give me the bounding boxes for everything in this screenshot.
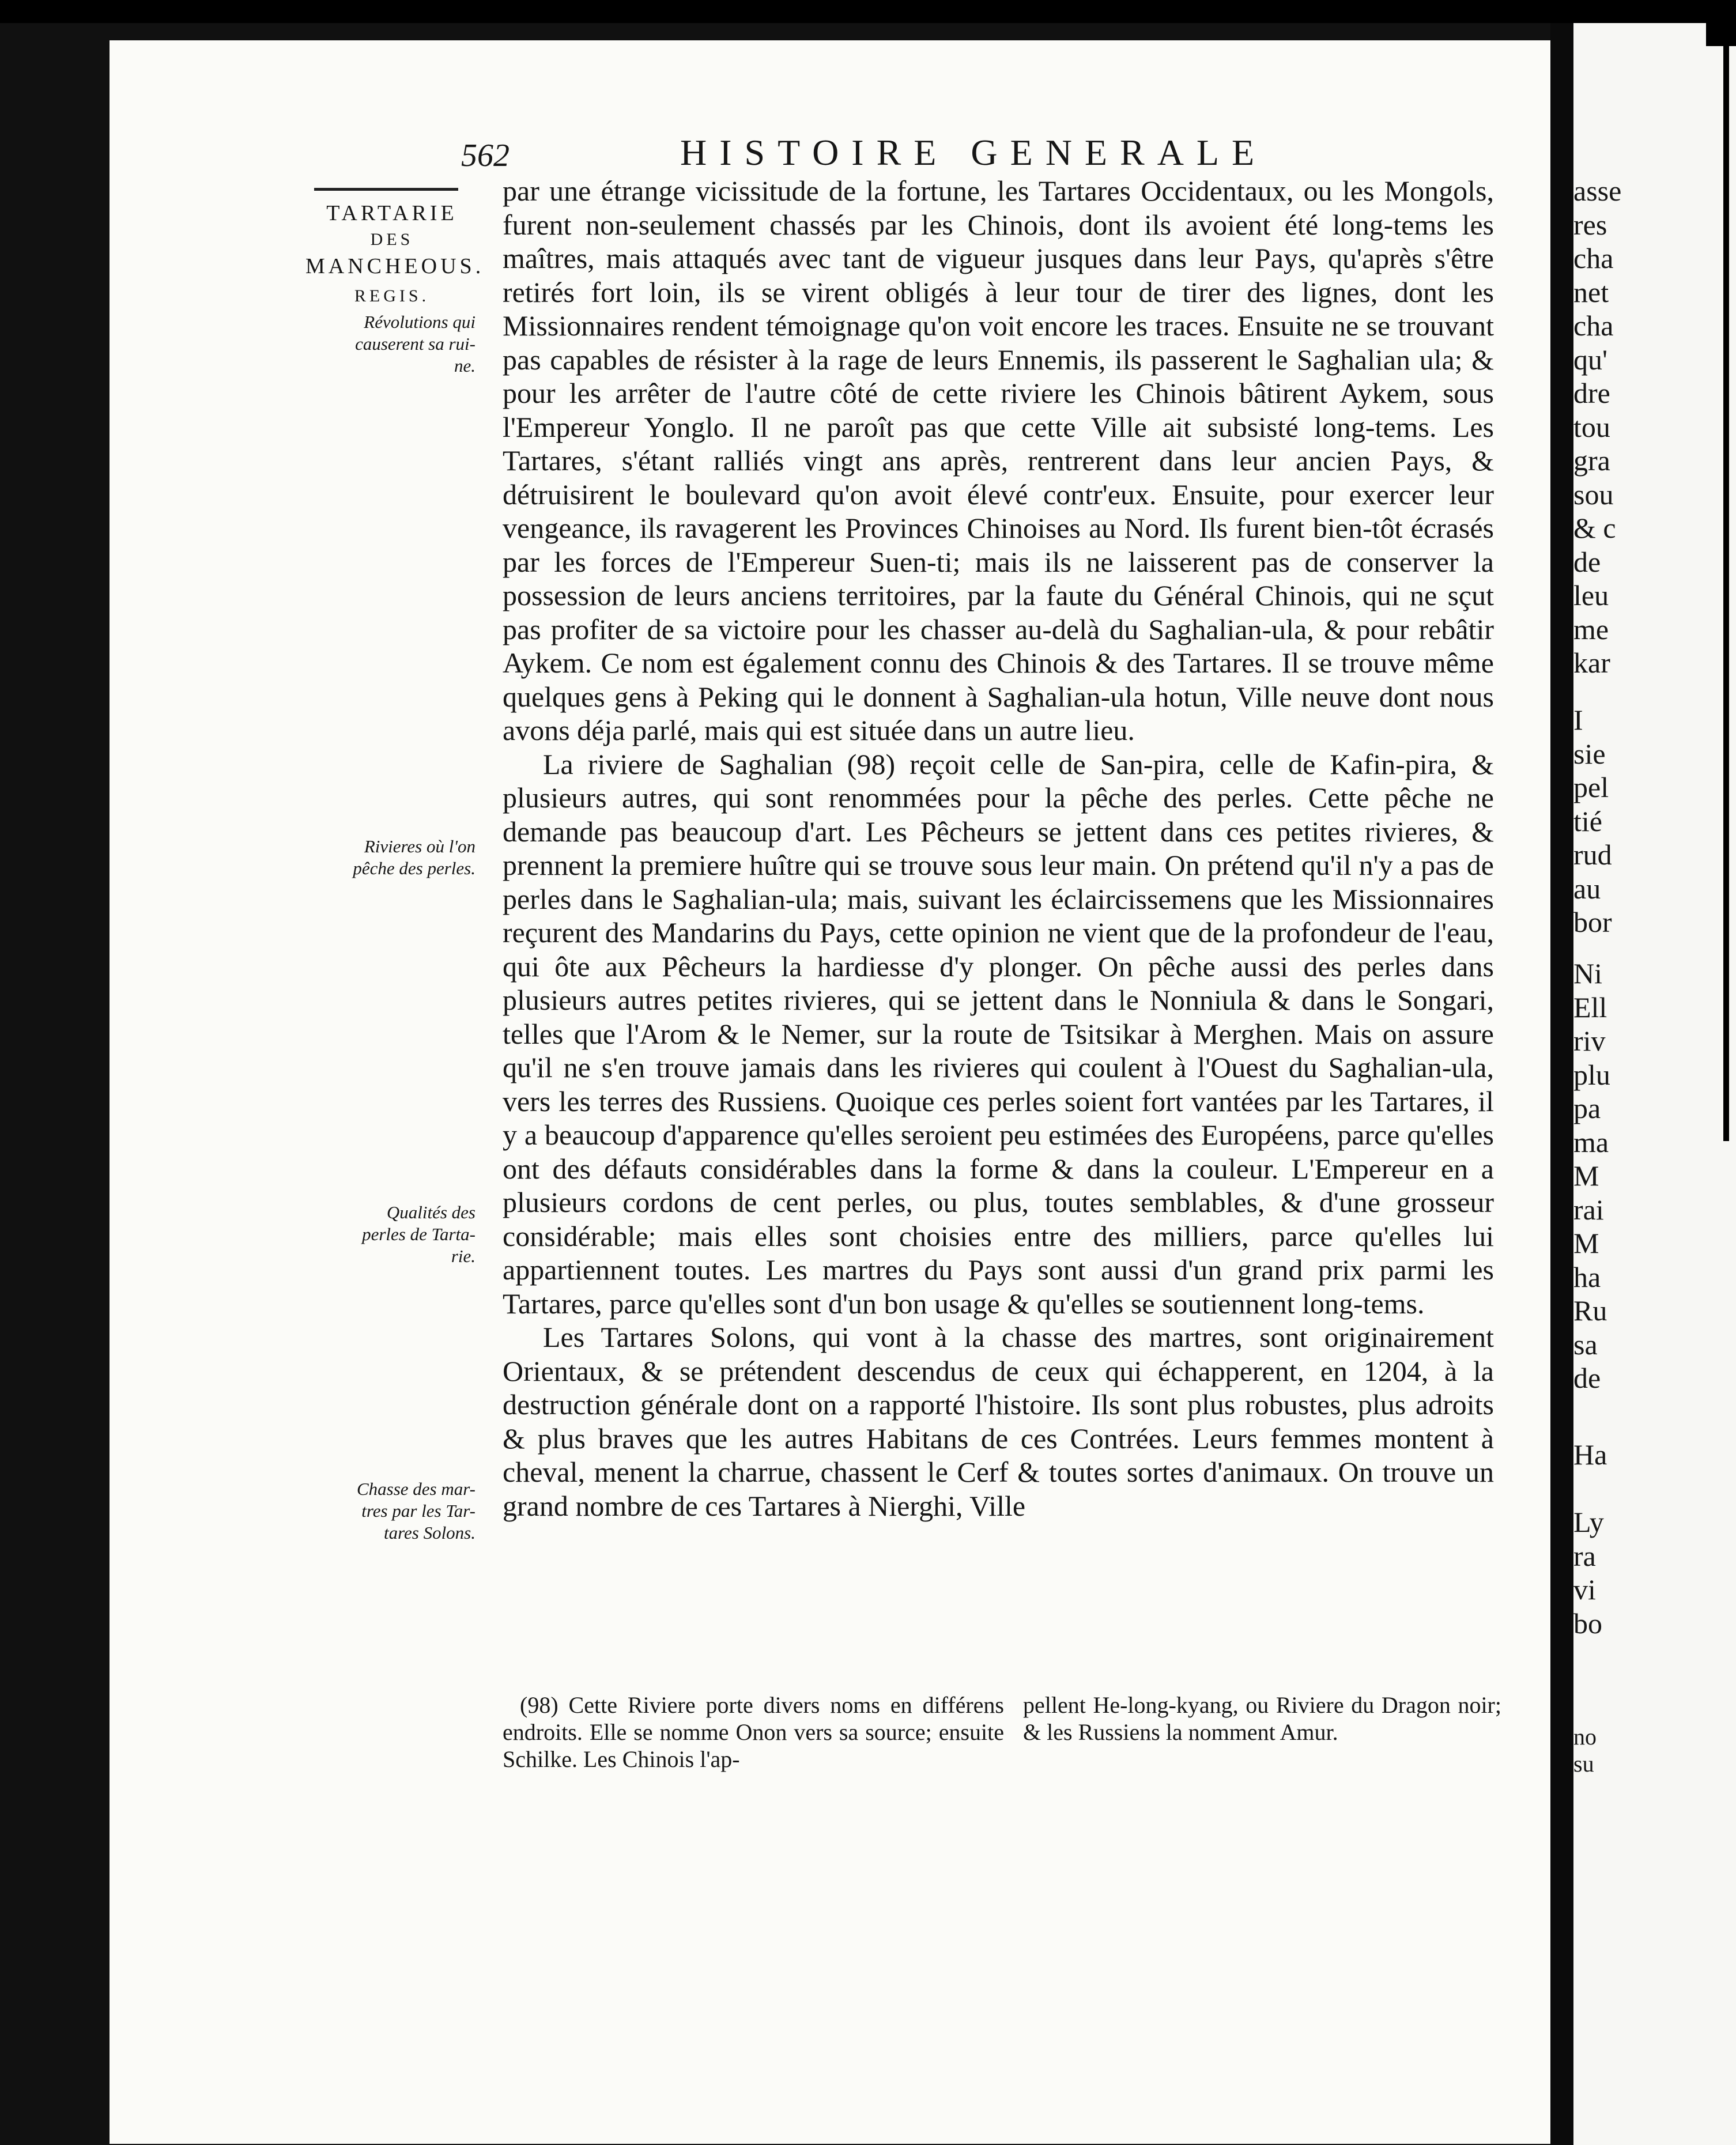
facing-page bbox=[1573, 23, 1736, 2145]
margin-note-pearl-qualities: Qualités des perles de Tarta- rie. bbox=[362, 1202, 475, 1266]
facing-page-text-bottom: Ha Ly ra vi bo bbox=[1573, 1438, 1607, 1640]
margin-note-revolutions: Révolutions qui causerent sa rui- ne. bbox=[355, 312, 475, 376]
footnote-left-column: (98) Cette Riviere porte divers noms en différens endroits. Elle se nomme Onon vers sa source; ensuite Schilke. Les Chinois l'ap- bbox=[503, 1692, 1004, 1772]
paragraph-revolutions: par une étrange vicissitude de la fortune, les Tartares Occidentaux, ou les Mongols, furent non-seulement chassés par les Chinois, dont ils avoient été long-tems les maîtres, mais attaqués avec tant de vigueur jusques dans leur Pays, qu'après s'être retirés fort loin, ils se virent obligés à leur tour de tirer des lignes, dont les Missionnaires rendent témoignage qu'on voit encore les traces. Ensuite ne se trouvant pas capables de résister à la rage de leurs Ennemis, ils passerent le Saghalian ula; & pour les arrêter de l'autre côté de cette riviere les Chinois bâtirent Aykem, sous l'Empereur Yonglo. Il ne paroît pas que cette Ville ait subsisté long-tems. Les Tartares, s'étant ralliés vingt ans après, rentrerent dans leur ancien Pays, & détruisirent le boulevard qu'on avoit élevé contr'eux. Ensuite, pour exercer leur vengeance, ils ravagerent les Provinces Chinoises au Nord. Ils furent bien-tôt écrasés par les forces de l'Empereur Suen-ti; mais ils ne laisserent pas de conserver la possession de leurs anciens territoires, par la faute du Général Chinois, qui ne sçut pas profiter de sa victoire pour les chasser au-delà du Saghalian-ula, & pour rebâtir Aykem. Ce nom est également connu des Chinois & des Tartares. Il se trouve même quelques gens à Peking qui le donnent à Saghalian-ula hotun, Ville neuve dont nous avons déja parlé, mais qui est située dans un autre lieu. bbox=[503, 175, 1494, 746]
facing-page-text-top: asse res cha net cha qu' dre tou gra sou & c de leu me kar bbox=[1573, 175, 1622, 679]
running-head-line-4: REGIS. bbox=[354, 286, 430, 305]
paragraph-pearls: La riviere de Saghalian (98) reçoit celle de San-pira, celle de Kafin-pira, & plusieurs autres, qui sont renommées pour la pêche des perles. Cette pêche ne demande pas beaucoup d'art. Les Pêcheurs se jettent dans ces petites rivieres, & prennent la premiere huître qui se trouve sous leur main. On prétend qu'il n'y a pas de perles dans le Saghalian-ula; mais, suivant les éclaircissemens que les Missionnaires reçurent des Mandarins du Pays, cette opinion ne vient que de la profondeur de l'eau, qui ôte aux Pêcheurs la hardiesse d'y plonger. On pêche aussi des perles dans plusieurs autres petites rivieres, qui se jettent dans le Nonniula & dans le Songari, telles que l'Arom & le Nemer, sur la route de Tsitsikar à Merghen. Mais on assure qu'il ne s'en trouve jamais dans les rivieres qui coulent à l'Ouest du Saghalian-ula, vers les terres des Russiens. Quoique ces perles soient fort vantées par les Tartares, il y a beaucoup d'apparence qu'elles seroient peu estimées des Européens, parce qu'elles ont des défauts considérables dans la forme & dans la couleur. L'Empereur en a plusieurs cordons de cent perles, ou plus, toutes semblables, & d'une grosseur considérable; mais elles sont choisies entre des milliers, parce qu'elles lui appartiennent toutes. Les martres du Pays sont aussi d'un grand prix parmi les Tartares, parce qu'elles sont d'un bon usage & qu'elles se soutiennent long-tems. bbox=[503, 747, 1494, 1320]
facing-page-border bbox=[1723, 23, 1729, 1141]
page-gutter bbox=[1550, 23, 1573, 2145]
margin-note-pearl-rivers: Rivieres où l'on pêche des perles. bbox=[353, 836, 475, 878]
facing-page-text-mid: I sie pel tié rud au bor bbox=[1573, 704, 1612, 938]
running-title: HISTOIRE GENERALE bbox=[680, 132, 1267, 173]
running-head-line-1: TARTARIE bbox=[326, 201, 458, 225]
running-head-line-2: DES bbox=[370, 230, 414, 249]
margin-note-marten-hunting: Chasse des mar- tres par les Tar- tares Solons. bbox=[356, 1479, 475, 1543]
running-head-line-3: MANCHEOUS. bbox=[305, 254, 485, 278]
facing-page-footnote: no su bbox=[1573, 1724, 1597, 1777]
footnote-right-column: pellent He-long-kyang, ou Riviere du Dragon noir; & les Russiens la nomment Amur. bbox=[1023, 1692, 1501, 1745]
facing-page-text-low: Ni Ell riv plu pa ma M rai M ha Ru sa de bbox=[1573, 957, 1610, 1394]
paragraph-solons: Les Tartares Solons, qui vont à la chasse des martres, sont originairement Orientaux, & se prétendent descendus de ceux qui échapperent, en 1204, à la destruction générale dont on a rapporté l'histoire. Ils sont plus robustes, plus adroits & plus braves que les autres Habitans de ces Contrées. Leurs femmes montent à cheval, menent la charrue, chassent le Cerf & toutes sortes d'animaux. On trouve un grand nombre de ces Tartares à Nierghi, Ville bbox=[503, 1321, 1494, 1522]
scan-top-border bbox=[0, 0, 1736, 23]
facing-page-corner bbox=[1706, 23, 1736, 46]
header-rule bbox=[314, 188, 458, 191]
page-number: 562 bbox=[461, 138, 510, 173]
body-text bbox=[503, 174, 1494, 1523]
